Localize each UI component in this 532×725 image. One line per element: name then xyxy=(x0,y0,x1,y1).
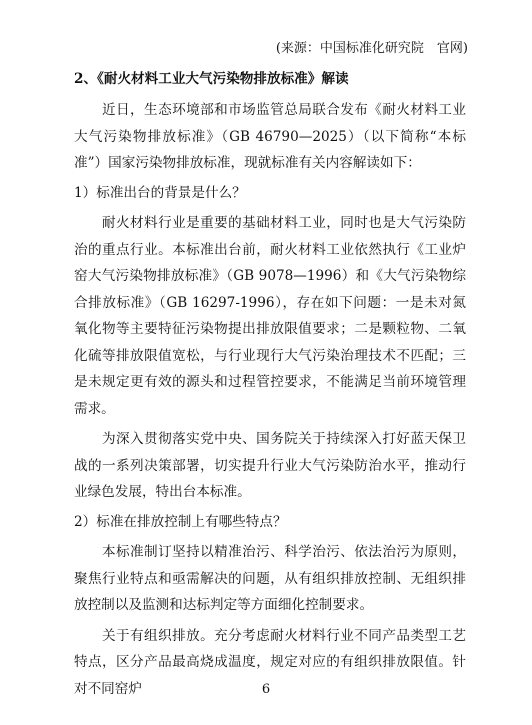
paragraph-purpose: 为深入贯彻落实党中央、国务院关于持续深入打好蓝天保卫战的一系列决策部署，切实提升行业大气污染防治水平，推动行业绿色发展，特出台本标准。 xyxy=(74,431,466,500)
paragraph-organized-emission: 关于有组织排放。充分考虑耐火材料行业不同产品类型工艺特点，区分产品最高烧成温度，规定对应的有组织排放限值。针对不同窑炉 xyxy=(74,627,466,697)
question-heading-1: 1）标准出台的背景是什么？ xyxy=(74,184,246,201)
question-heading-2: 2）标准在排放控制上有哪些特点？ xyxy=(74,513,287,530)
paragraph-principles: 本标准制订坚持以精准治污、科学治污、依法治污为原则，聚焦行业特点和亟需解决的问题，从有组织排放控制、无组织排放控制以及监测和达标判定等方面细化控制要求。 xyxy=(74,544,466,613)
paragraph-intro: 近日，生态环境部和市场监管总局联合发布《耐火材料工业大气污染物排放标准》（GB 46790—2025）（以下简称“本标准”）国家污染物排放标准，现就标准有关内容解读如下： xyxy=(74,102,466,171)
body-text xyxy=(74,97,466,702)
page-number: 6 xyxy=(261,682,271,697)
paragraph-background: 耐火材料行业是重要的基础材料工业，同时也是大气污染防治的重点行业。本标准出台前，耐火材料工业依然执行《工业炉窑大气污染物排放标准》（GB 9078—1996）和《大气污染物综合排放标准》（GB 16297-1996），存在如下问题：一是未对氮氧化物等主要特征污染物提出排放限值要求；二是颗粒物、二氧化硫等排放限值宽松，与行业现行大气污染治理技术不匹配；三是未规定更有效的源头和过程管控要求，不能满足当前环境管理需求。 xyxy=(74,215,466,417)
source-note: (来源：中国标准化研究院 官网) xyxy=(275,41,468,56)
section-heading: 2、《耐火材料工业大气污染物排放标准》解读 xyxy=(74,71,349,87)
